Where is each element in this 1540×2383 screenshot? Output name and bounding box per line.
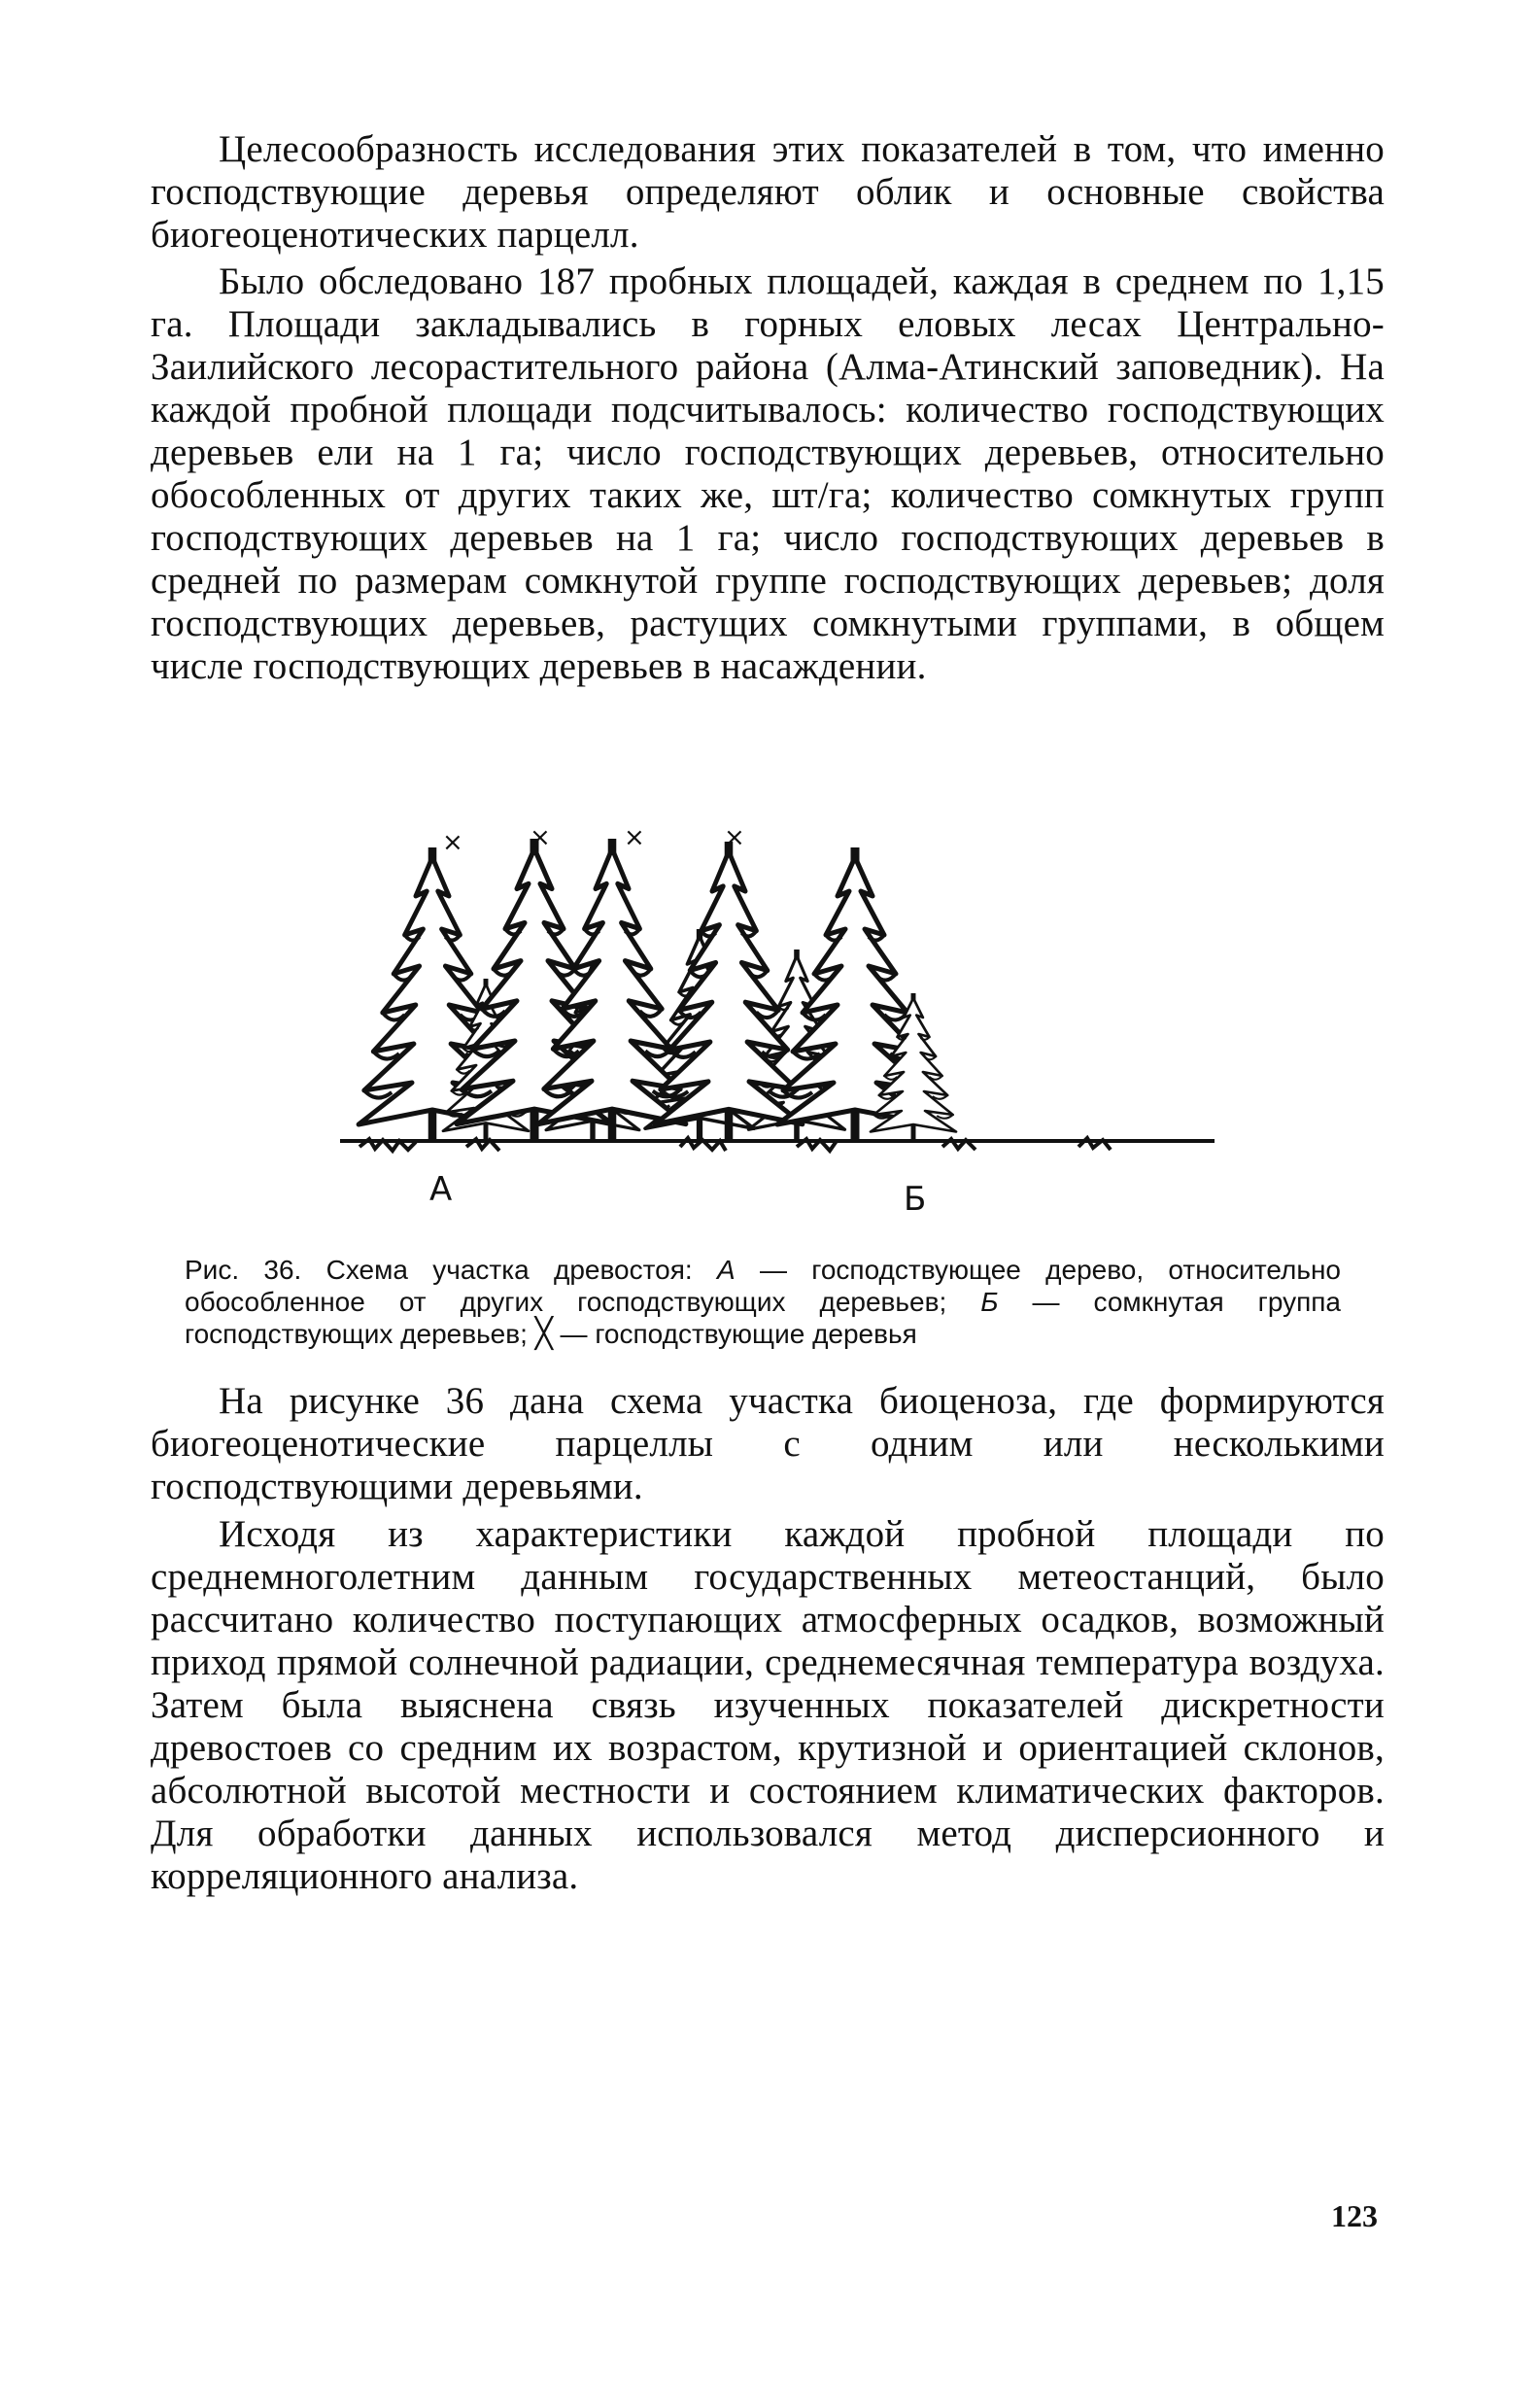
caption-part-3: — господствующие деревья [552,1319,917,1349]
cross-mark-b1: × [530,826,551,852]
cross-mark-a: × [442,828,463,857]
paragraph-4: Исходя из характеристики каждой пробной площади по среднемноголетним данным государственных метеостанций, было рассчитано количество поступающих атмосферных осадков, возможный приход прямой солнечной радиации, среднемесячная температура воздуха. Затем была выяснена связь изученных показателей дискретности древостоев со средним их возрастом, крутизной и ориентацией склонов, абсолютной высотой местности и состоянием климатических факторов. Для обработки данных использовался метод дисперсионного и корреляционного анализа. [151,1513,1385,1897]
cross-mark-b2: × [624,826,645,852]
page-number: 123 [1331,2198,1378,2233]
figure-36-illustration [340,826,1234,1225]
caption-a: А [716,1255,736,1285]
paragraph-2: Было обследовано 187 пробных площадей, каждая в среднем по 1,15 га. Площади закладывались в горных еловых лесах Центрально-Заилийского лесорастительного района (Алма-Атинский заповедник). На каждой пробной площади подсчитывалось: количество господствующих деревьев ели на 1 га; число господствующих деревьев, относительно обособленных от других таких же, шт/га; количество сомкнутых групп господствующих деревьев на 1 га; число господствующих деревьев в средней по размерам сомкнутой группе господствующих деревьев; доля господствующих деревьев, растущих сомкнутыми группами, в общем числе господствующих деревьев в насаждении. [151,260,1385,687]
figure-caption [185,1254,1341,1350]
caption-part-2: — сомкнутая группа господствующих деревьев; [185,1287,1341,1349]
figure-label-a: А [429,1170,453,1209]
caption-part-1: — господствующее дерево, относительно обособленное от других господствующих деревьев; [185,1255,1342,1317]
paragraph-3: На рисунке 36 дана схема участка биоценоза, где формируются биогеоценотические парцеллы с одним или несколькими господствующими деревьями. [151,1380,1385,1507]
caption-b: Б [980,1287,999,1317]
caption-prefix: Рис. 36. Схема участка древостоя: [185,1255,717,1285]
figure-label-b: Б [904,1180,927,1219]
paragraph-1: Целесообразность исследования этих показателей в том, что именно господствующие деревья определяют облик и основные свойства биогеоценотических парцелл. [151,128,1385,256]
caption-cross-icon: ╳ [534,1318,553,1350]
cross-mark-b3: × [724,826,745,852]
